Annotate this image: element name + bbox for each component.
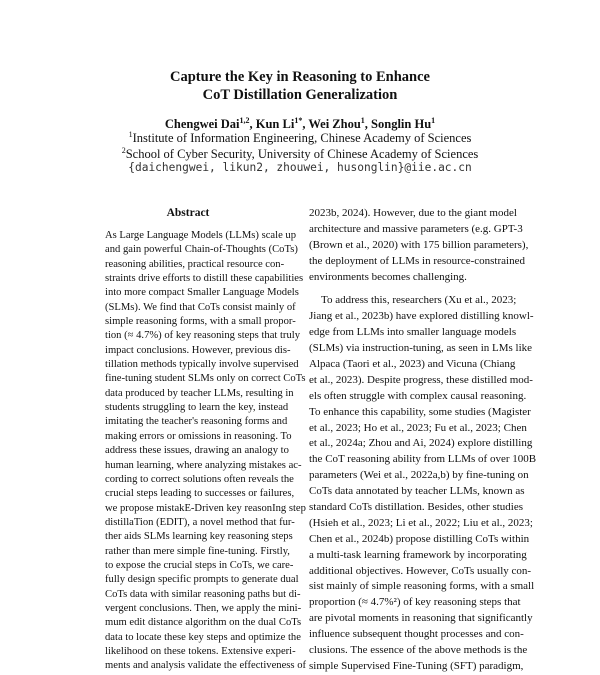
text-line: (SLMs). We find that CoTs consist mainly of <box>105 301 296 313</box>
author-affil-mark: 1,2 <box>239 115 250 125</box>
text-line: are pivotal moments in reasoning that significantly <box>309 612 533 625</box>
text-line: tillation methods typically involve supervised <box>105 359 299 371</box>
text-line: making errors or omissions in reasoning. To <box>105 430 292 442</box>
text-line: edge from LLMs into smaller language models <box>309 326 517 339</box>
text-line: CoTs data annotated by teacher LLMs, known as <box>309 485 525 498</box>
text-line: the deployment of LLMs in resource-constrained <box>309 254 525 267</box>
text-line: tion (≈ 4.7%) of key reasoning steps that truly <box>105 330 300 342</box>
text-line: CoTs data with similar reasoning paths but di- <box>105 588 301 600</box>
title-line-1: Capture the Key in Reasoning to Enhance <box>170 69 430 85</box>
text-line: human learning, where analyzing mistakes ac- <box>105 459 302 471</box>
abstract-heading: Abstract <box>166 207 210 219</box>
author-emails: {daichengwei, likun2, zhouwei, husonglin}@iie.ac.cn <box>128 161 472 174</box>
text-line: simple reasoning forms, with a small propor- <box>105 316 296 328</box>
text-line: standard CoTs distillation. Besides, other studies <box>309 501 524 514</box>
text-line: sist mainly of simple reasoning forms, with a small <box>309 580 535 593</box>
text-line: 2023b, 2024). However, due to the giant model <box>309 207 517 219</box>
text-line: rather than mere simple fine-tuning. Firstly, <box>105 545 290 557</box>
text-line: (Brown et al., 2020) with 175 billion parameters), <box>309 238 529 251</box>
author-affil-mark: 1 <box>431 115 436 125</box>
text-line: reasoning abilities, practical resource con- <box>105 258 285 270</box>
text-line: parameters (Wei et al., 2022a,b) by fine-tuning on <box>309 469 529 482</box>
text-line: As Large Language Models (LLMs) scale up <box>105 230 297 241</box>
text-line: environments becomes challenging. <box>309 270 467 283</box>
text-line: clusions. The essence of the above methods is the <box>309 644 528 657</box>
text-line: ments and analysis validate the effectiveness of <box>105 660 307 672</box>
affiliation-text: School of Cyber Security, University of Chinese Academy of Sciences <box>125 147 479 161</box>
abstract-body <box>105 229 307 674</box>
text-line: address these issues, drawing an analogy to <box>105 445 289 457</box>
text-line: (Hsieh et al., 2023; Li et al., 2022; Liu et al., 2023; <box>309 516 533 529</box>
paragraph <box>309 206 537 285</box>
text-line: To address this, researchers (Xu et al., 2023; <box>321 294 517 307</box>
author-separator: , <box>249 117 256 131</box>
text-line: into more compact Smaller Language Models <box>105 287 299 299</box>
affiliation-mark: 1 <box>128 129 133 139</box>
text-line: (SLMs) via instruction-tuning, as seen in LMs like <box>309 342 533 355</box>
text-line: fully design specific prompts to generate dual <box>105 574 299 586</box>
text-line: additional objectives. However, CoTs usually con- <box>309 564 532 577</box>
introduction-body <box>309 206 537 675</box>
author-affil-mark: 1* <box>294 115 303 125</box>
text-line: we propose mistakE-Driven key reasonIng step <box>105 502 306 514</box>
text-line: crucial steps leading to successes or failures, <box>105 488 295 500</box>
text-line: Chen et al., 2024b) propose distilling CoTs within <box>309 532 530 545</box>
text-line: data produced by teacher LLMs, resulting in <box>105 387 294 399</box>
text-line: Jiang et al., 2023b) have explored distilling knowl- <box>309 310 534 323</box>
text-line: et al., 2023; Ho et al., 2023; Fu et al., 2023; Chen <box>309 421 527 434</box>
affiliation-text: Institute of Information Engineering, Chinese Academy of Sciences <box>132 131 472 145</box>
text-line: distillaTion (EDIT), a novel method that fur- <box>105 516 295 528</box>
text-line: to expose the crucial steps in CoTs, we care- <box>105 559 294 571</box>
text-line: a multi-task learning framework by incorporating <box>309 548 527 561</box>
text-line: influence subsequent thought processes and con- <box>309 628 524 641</box>
text-line: Alpaca (Taori et al., 2023) and Vicuna (Chiang <box>309 358 516 371</box>
text-line: architecture and massive parameters (e.g. GPT-3 <box>309 222 523 235</box>
paragraph <box>309 293 537 674</box>
paper-title <box>0 68 600 104</box>
author-list <box>0 117 600 132</box>
text-line: data to locate these key steps and optimize the <box>105 631 301 643</box>
text-line: cording to correct solutions often reveals the <box>105 473 294 485</box>
affiliation-2 <box>0 147 600 162</box>
text-line: and gain powerful Chain-of-Thoughts (CoTs) <box>105 244 298 256</box>
author-affil-mark: 1 <box>360 115 365 125</box>
text-line: students struggling to learn the key, instead <box>105 402 289 414</box>
author-name: Chengwei Dai <box>164 117 240 131</box>
author-name: Wei Zhou <box>308 117 361 131</box>
text-line: proportion (≈ 4.7%²) of key reasoning steps that <box>309 596 521 609</box>
text-line: To enhance this capability, some studies (Magister <box>309 405 531 418</box>
author-name: Songlin Hu <box>371 117 432 131</box>
text-line: fine-tuning student SLMs only on correct CoTs <box>105 373 306 385</box>
author-separator: , <box>364 117 372 131</box>
title-line-2: CoT Distillation Generalization <box>202 87 398 103</box>
author-name: Kun Li <box>255 117 295 131</box>
text-line: likelihood on these tokens. Extensive experi- <box>105 645 296 657</box>
text-line: mum edit distance algorithm on the dual CoTs <box>105 617 302 629</box>
text-line: vergent conclusions. Then, we apply the mini- <box>105 602 302 614</box>
text-line: simple Supervised Fine-Tuning (SFT) paradigm, <box>309 659 524 672</box>
text-line: et al., 2023). Despite progress, these distilled mod- <box>309 373 533 386</box>
text-line: ther aids SLMs learning key reasoning steps <box>105 531 293 543</box>
affiliation-1 <box>0 131 600 146</box>
author-separator: , <box>302 117 309 131</box>
text-line: straints drive efforts to distill these capabilities <box>105 273 304 285</box>
text-line: et al., 2024a; Zhou and Ai, 2024) explore distilling <box>309 437 533 450</box>
text-line: impact conclusions. However, previous dis- <box>105 344 291 356</box>
text-line: imitating the teacher's reasoning forms and <box>105 416 288 428</box>
affiliation-mark: 2 <box>121 145 126 155</box>
text-line: els often struggle with complex causal reasoning. <box>309 389 527 402</box>
text-line: the CoT reasoning ability from LLMs of over 100B <box>309 453 537 466</box>
